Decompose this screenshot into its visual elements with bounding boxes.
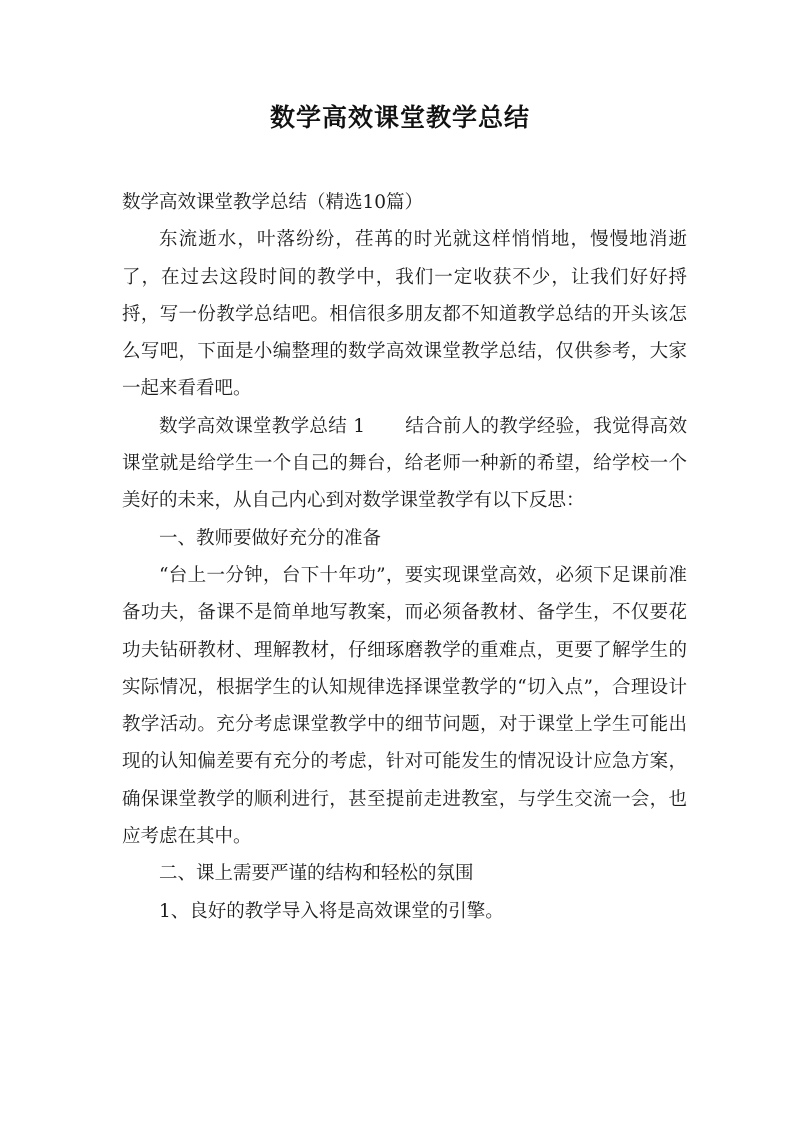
document-body [122,184,687,930]
section1-text: 结合前人的教学经验，我觉得高效课堂就是给学生一个自己的舞台，给老师一种新的希望，给学校一个美好的未来，从自己内心到对数学课堂教学有以下反思： [122,415,687,512]
point1-heading: 一、教师要做好充分的准备 [159,527,382,549]
section1-heading: 数学高效课堂教学总结 1 [159,415,365,437]
point2-heading: 二、课上需要严谨的结构和轻松的氛围 [159,863,474,885]
point1-paragraph: “台上一分钟，台下十年功”，要实现课堂高效，必须下足课前准备功夫，备课不是简单地写教案，而必须备教材、备学生，不仅要花功夫钻研教材、理解教材，仔细琢磨教学的重难点，更要了解学生的实际情况，根据学生的认知规律选择课堂教学的“切入点”，合理设计教学活动。充分考虑课堂教学中的细节问题，对于课堂上学生可能出现的认知偏差要有充分的考虑，针对可能发生的情况设计应急方案，确保课堂教学的顺利进行，甚至提前走进教室，与学生交流一会，也应考虑在其中。 [122,564,687,848]
subtitle-paragraph: 数学高效课堂教学总结（精选10篇） [122,192,424,213]
document-title: 数学高效课堂教学总结 [269,103,530,132]
section1-paragraph [122,408,687,520]
point2-sub1-paragraph: 1、良好的教学导入将是高效课堂的引擎。 [159,900,504,922]
intro-paragraph: 东流逝水，叶落纷纷，荏苒的时光就这样悄悄地，慢慢地消逝了，在过去这段时间的教学中，我们一定收获不少，让我们好好捋捋，写一份教学总结吧。相信很多朋友都不知道教学总结的开头该怎么写吧，下面是小编整理的数学高效课堂教学总结，仅供参考，大家一起来看看吧。 [122,229,687,400]
